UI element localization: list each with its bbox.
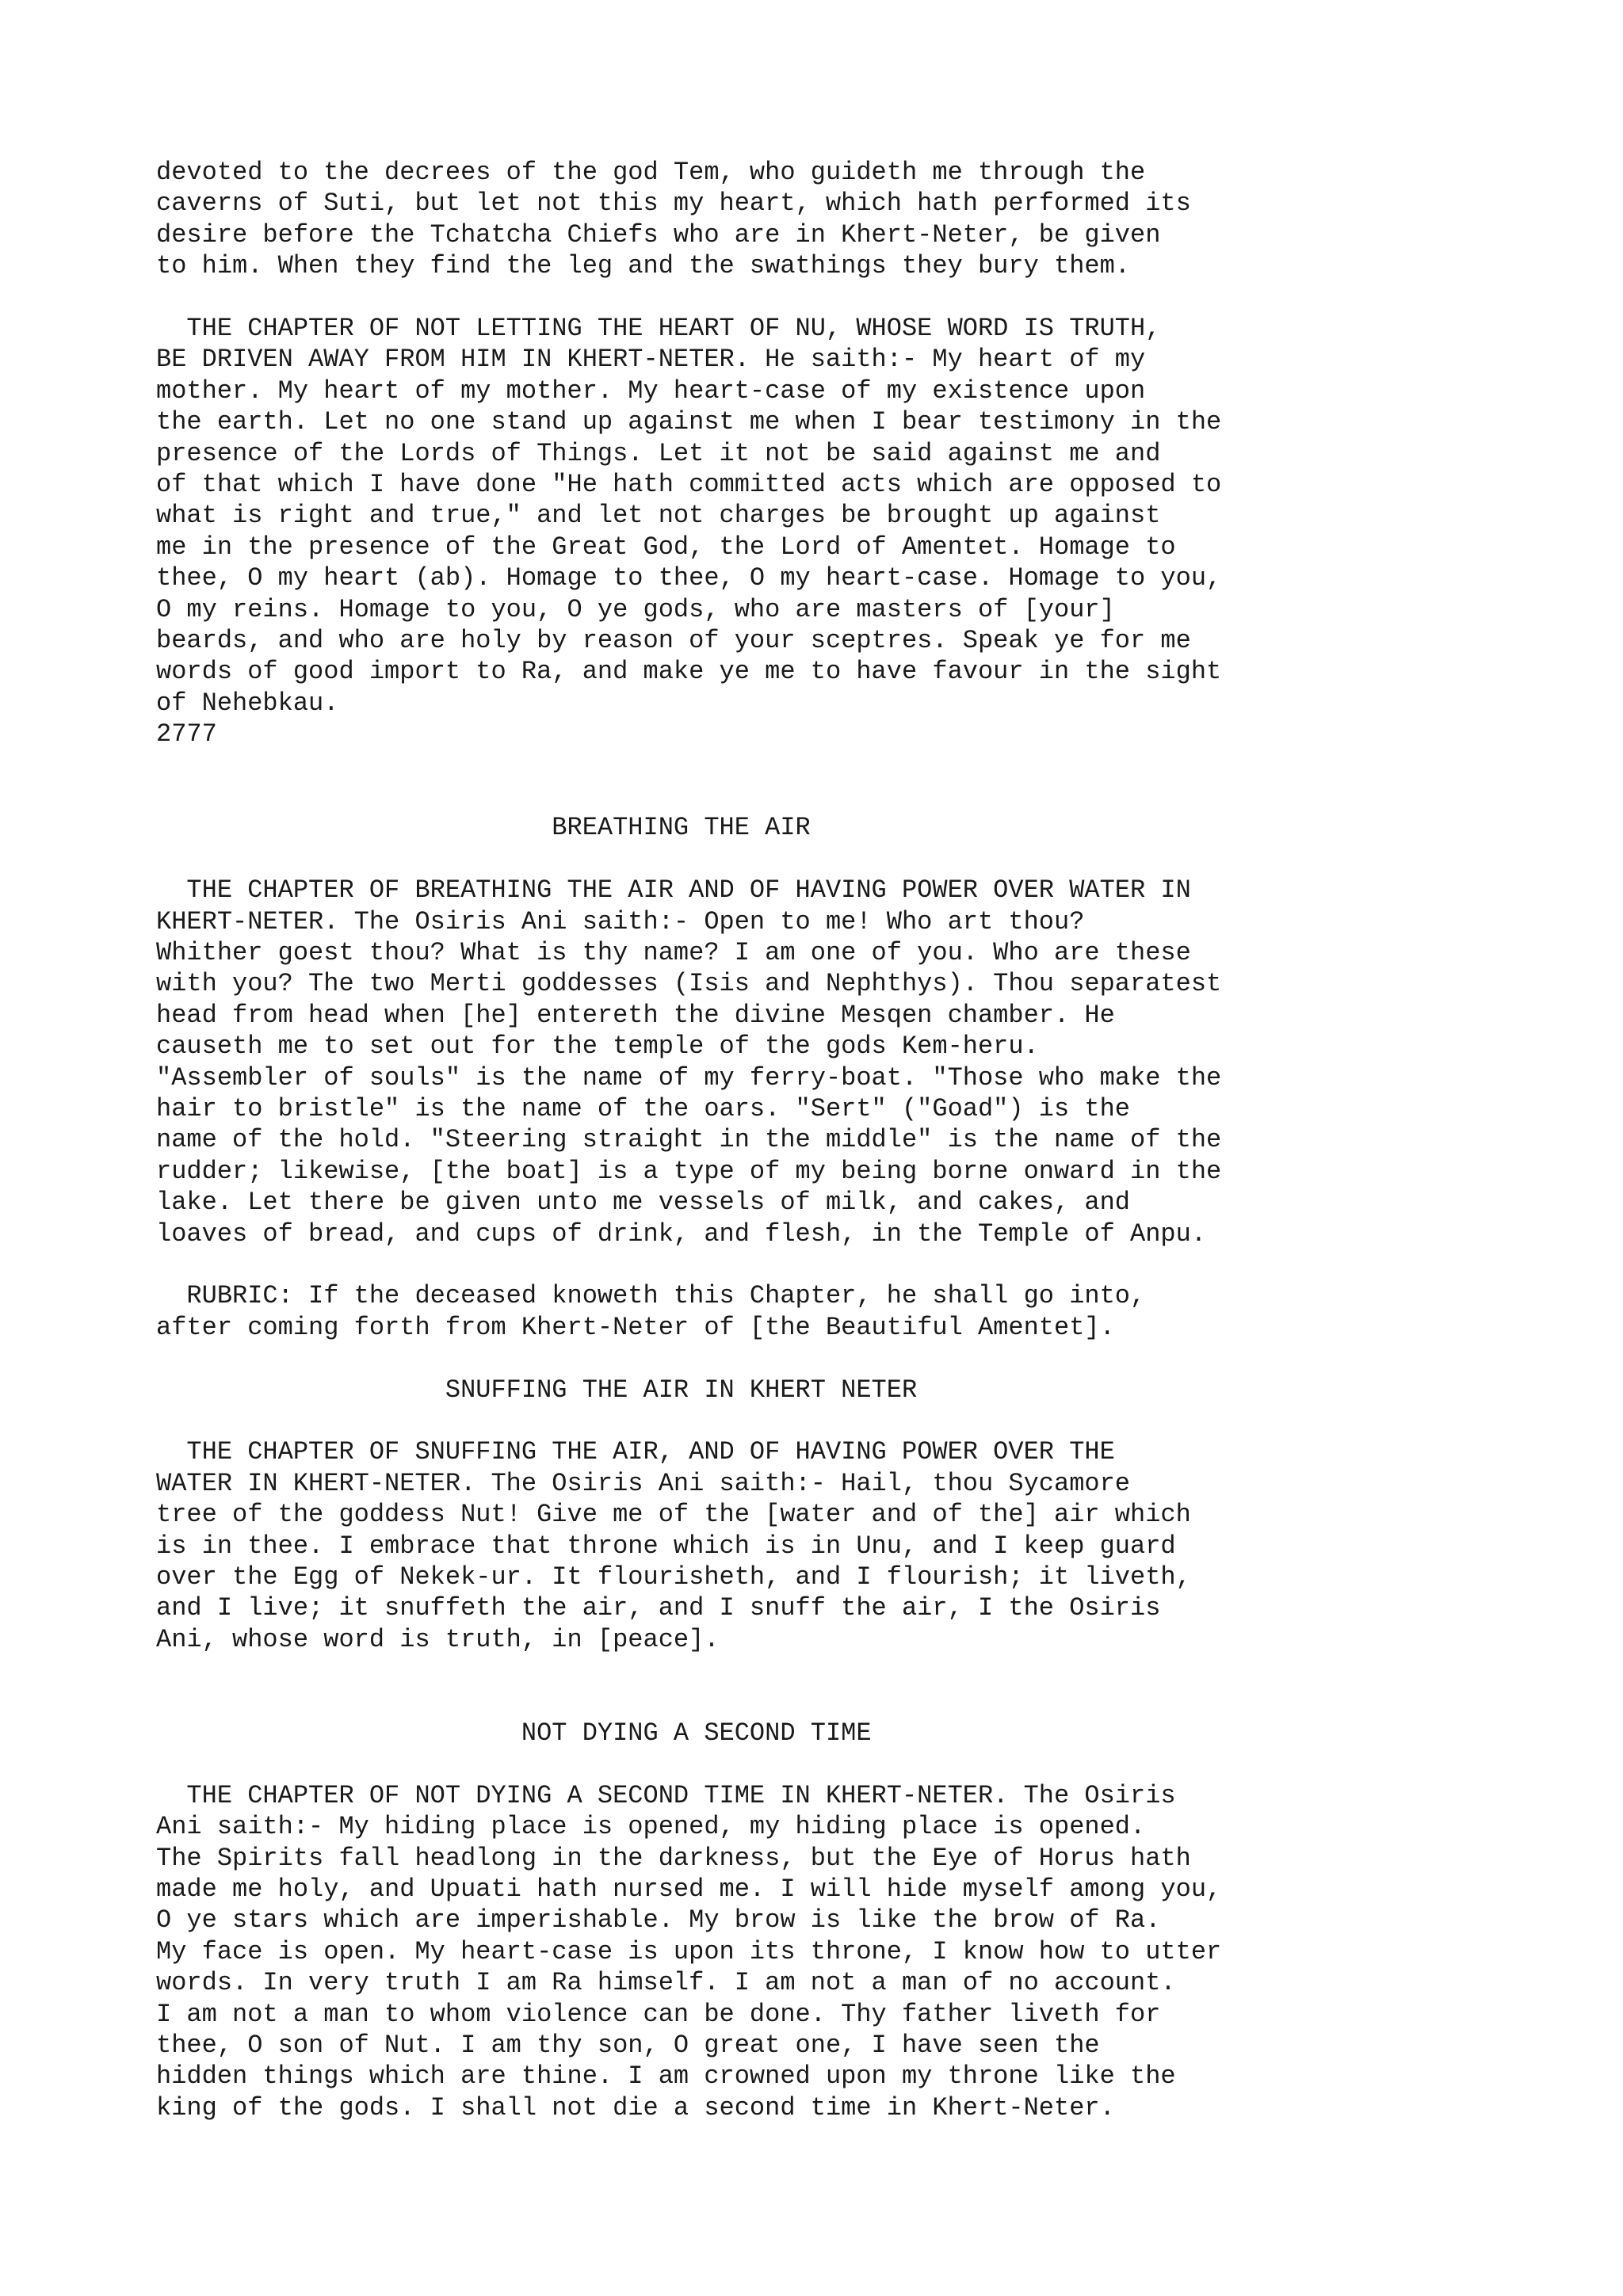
text-line: The Spirits fall headlong in the darkness, but the Eye of Horus hath xyxy=(156,1844,1191,1873)
text-line: the earth. Let no one stand up against me when I bear testimony in the xyxy=(156,407,1222,437)
text-line: THE CHAPTER OF NOT LETTING THE HEART OF NU, WHOSE WORD IS TRUTH, xyxy=(156,314,1161,343)
text-line: made me holy, and Upuati hath nursed me. I will hide myself among you, xyxy=(156,1875,1222,1904)
text-line: BE DRIVEN AWAY FROM HIM IN KHERT-NETER. He saith:- My heart of my xyxy=(156,345,1146,374)
text-line: rudder; likewise, [the boat] is a type of my being borne onward in the xyxy=(156,1157,1222,1186)
text-line: thee, O son of Nut. I am thy son, O great one, I have seen the xyxy=(156,2031,1100,2060)
text-line: of that which I have done "He hath committed acts which are opposed to xyxy=(156,470,1222,499)
text-line: O my reins. Homage to you, O ye gods, who are masters of [your] xyxy=(156,595,1115,624)
text-line: devoted to the decrees of the god Tem, who guideth me through the xyxy=(156,158,1146,187)
text-line: caverns of Suti, but let not this my heart, which hath performed its xyxy=(156,189,1191,218)
text-line: after coming forth from Khert-Neter of [the Beautiful Amentet]. xyxy=(156,1313,1115,1342)
text-line: BREATHING THE AIR xyxy=(156,813,811,842)
text-line: words of good import to Ra, and make ye me to have favour in the sight xyxy=(156,657,1222,686)
text-line: of Nehebkau. xyxy=(156,688,339,718)
text-line: RUBRIC: If the deceased knoweth this Chapter, he shall go into, xyxy=(156,1281,1146,1310)
text-line: and I live; it snuffeth the air, and I snuff the air, I the Osiris xyxy=(156,1593,1161,1623)
text-line: THE CHAPTER OF NOT DYING A SECOND TIME IN KHERT-NETER. The Osiris xyxy=(156,1781,1176,1810)
text-line: what is right and true," and let not charges be brought up against xyxy=(156,501,1161,530)
text-line: over the Egg of Nekek-ur. It flourisheth, and I flourish; it liveth, xyxy=(156,1562,1191,1592)
text-line: beards, and who are holy by reason of your sceptres. Speak ye for me xyxy=(156,626,1191,655)
text-line: me in the presence of the Great God, the Lord of Amentet. Homage to xyxy=(156,532,1176,562)
text-line: THE CHAPTER OF BREATHING THE AIR AND OF HAVING POWER OVER WATER IN xyxy=(156,875,1191,905)
text-line: lake. Let there be given unto me vessels of milk, and cakes, and xyxy=(156,1188,1130,1217)
text-line: hair to bristle" is the name of the oars. "Sert" ("Goad") is the xyxy=(156,1094,1130,1123)
text-line: with you? The two Merti goddesses (Isis and Nephthys). Thou separatest xyxy=(156,969,1222,998)
text-line: head from head when [he] entereth the divine Mesqen chamber. He xyxy=(156,1001,1115,1030)
text-line: 2777 xyxy=(156,719,217,749)
text-line: THE CHAPTER OF SNUFFING THE AIR, AND OF HAVING POWER OVER THE xyxy=(156,1437,1115,1466)
text-line: Whither goest thou? What is thy name? I am one of you. Who are these xyxy=(156,938,1191,967)
text-line: SNUFFING THE AIR IN KHERT NETER xyxy=(156,1375,918,1405)
text-line: mother. My heart of my mother. My heart-case of my existence upon xyxy=(156,376,1146,406)
text-line: I am not a man to whom violence can be done. Thy father liveth for xyxy=(156,2000,1161,2029)
text-line: name of the hold. "Steering straight in the middle" is the name of the xyxy=(156,1125,1222,1154)
text-line: WATER IN KHERT-NETER. The Osiris Ani saith:- Hail, thou Sycamore xyxy=(156,1469,1130,1498)
text-line: presence of the Lords of Things. Let it not be said against me and xyxy=(156,439,1161,468)
text-line: desire before the Tchatcha Chiefs who are in Khert-Neter, be given xyxy=(156,220,1161,250)
text-line: Ani, whose word is truth, in [peace]. xyxy=(156,1625,720,1654)
text-line: words. In very truth I am Ra himself. I am not a man of no account. xyxy=(156,1968,1176,1997)
text-line: thee, O my heart (ab). Homage to thee, O my heart-case. Homage to you, xyxy=(156,563,1222,593)
text-line: "Assembler of souls" is the name of my ferry-boat. "Those who make the xyxy=(156,1063,1222,1093)
text-line: My face is open. My heart-case is upon its throne, I know how to utter xyxy=(156,1937,1222,1966)
text-line: is in thee. I embrace that throne which is in Unu, and I keep guard xyxy=(156,1531,1176,1561)
text-line: to him. When they find the leg and the swathings they bury them. xyxy=(156,251,1130,280)
text-line: hidden things which are thine. I am crowned upon my throne like the xyxy=(156,2061,1176,2091)
text-line: KHERT-NETER. The Osiris Ani saith:- Open to me! Who art thou? xyxy=(156,907,1085,936)
text-line: causeth me to set out for the temple of the gods Kem-heru. xyxy=(156,1032,1039,1061)
text-line: tree of the goddess Nut! Give me of the [water and of the] air which xyxy=(156,1500,1191,1529)
text-line: loaves of bread, and cups of drink, and flesh, in the Temple of Anpu. xyxy=(156,1219,1207,1249)
text-line: O ye stars which are imperishable. My brow is like the brow of Ra. xyxy=(156,1905,1161,1935)
text-line: Ani saith:- My hiding place is opened, my hiding place is opened. xyxy=(156,1812,1146,1841)
text-line: king of the gods. I shall not die a second time in Khert-Neter. xyxy=(156,2093,1115,2122)
text-line: NOT DYING A SECOND TIME xyxy=(156,1718,872,1748)
